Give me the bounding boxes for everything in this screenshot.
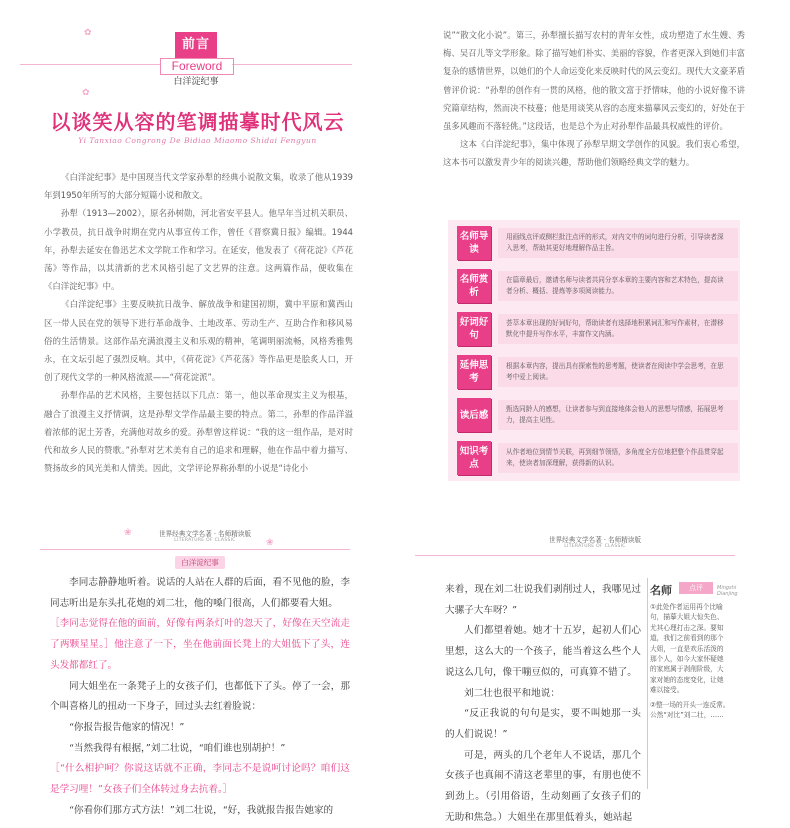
series-title: 世界经典文学名著 · 名师精读版 [158,530,251,538]
teacher-notes [650,602,730,724]
paragraph: “反正我说的句句是实，要不叫她那一头的人们说说！” [445,708,641,740]
feature-label: 知识考点 [457,441,491,475]
book-title-tab: 白洋淀纪事 [175,556,225,569]
teacher-note-signature: Mingshi Dianjing [717,585,738,597]
paragraph: 李同志静静地听着。说话的人站在人群的后面，看不见他的脸，李同志听出是东头扎花炮的刘二壮，他的嗓门很高，人们都要看大姐。 [50,577,350,609]
feature-label: 好词好句 [457,312,491,346]
page-title: 以谈笑从容的笔调描摹时代风云 [50,110,345,134]
annotated-text: ［“什么相护呵？你说这话就不正确，李同志不是说呵讨论吗？咱们这是学习哩！”女孩子们全体转过身去抗着。］ [50,763,350,796]
feature-text: 甄选同龄人的感想，让读者参与到直接地体会他人的思想与情感，拓展思考力，提高主见性。 [498,400,738,430]
feature-item [448,312,740,346]
feature-label: 读后感 [457,398,491,432]
foreword-label: Foreword [160,58,234,75]
paragraph: 孙犁（1913—2002），原名孙树勋，河北省安平县人。他早年当过机关职员、小学教员，抗日战争时期在党内从事宣传工作，曾任《晋察冀日报》编辑。1944年，孙犁去延安在鲁迅艺术文学院工作和学习。在延安，他发表了《荷花淀》《芦花荡》等作品，以其清新的艺术风格引起了文艺界的注意。这两篇作品，便收集在《白洋淀纪事》中。 [44,208,353,292]
feature-text: 从作者地位到情节关联，再到细节领悟，多角度全方位地把整个作品贯穿起来，使读者加深理解，获得新的认识。 [498,443,738,473]
story-body [50,573,350,821]
flower-icon: ✿ [82,88,90,98]
paragraph: 《白洋淀纪事》主要反映抗日战争、解放战争和建国初期，冀中平原和冀西山区一带人民在党的领导下进行革命战争、土地改革、劳动生产、互助合作和移风易俗的生活情景。这部作品充满浪漫主义和乐观的精神，笔调明丽流畅，风格秀雅隽永，在文坛引起了强烈反响。其中，《荷花淀》《芦花荡》等作品更是脍炙人口，开创了现代文学的一种风格流派——“荷花淀派”。 [44,299,353,383]
divider [40,549,350,550]
teacher-note: ①此处作者运用再个比喻句，描摹大姐大惊失色、尤其心理打击之深。要知道，我们之前看到的那个大姐，一直是欢乐活泼的那个人，如今大家怀疑她的家庭属于剥削阶级，大家对她的态度变化，让她难以接受。 [650,603,724,695]
paragraph: 同大姐坐在一条凳子上的女孩子们，也都低下了头。停了一会，那个叫喜格儿的扭动一下身子，回过头去红着脸说： [50,680,350,713]
paragraph: 人们都望着她。她才十五岁，起初人们心里想，这么大的一个孩子，能当着这么些个人说这么几句，像干嘣豆似的，可真算不错了。 [445,625,641,678]
foreword-badge: 前言 [175,32,217,58]
annotated-paragraph [50,614,350,676]
feature-item [448,441,740,475]
series-subtitle: LITERATURE OF CLASSIC [564,544,626,549]
foreword-subtitle: 白洋淀纪事 [173,77,219,87]
feature-item [448,398,740,432]
flower-icon: ❀ [266,538,274,548]
foreword-body-continued [443,26,745,172]
feature-label: 延伸思考 [457,355,491,389]
feature-label: 名师导读 [457,226,491,260]
series-subtitle: LITERATURE OF CLASSIC [174,538,236,543]
annotated-text: ［李同志觉得在他的面前，好像有两条灯叶的忽天了，好像在天空流走了两颗星星。］他注意了一下，坐在他前面长凳上的大姐低下了头，连头发都都红了。 [50,618,350,671]
teacher-note: ②整一场的开头一连反常。公然“对比”刘二壮，…… [650,700,730,720]
paragraph: “当然我得有根据，”刘二壮说，“咱们谁也别胡护！” [69,742,286,754]
feature-text: 用画线点评或侧栏批注点评的形式，对内文中的词句进行分析，引导读者深入思考，帮助其更好地理解作品主旨。 [498,228,738,258]
foreword-body [44,168,353,477]
paragraph: 可是，两头的几个老年人不说话，那几个女孩子也真闹不清这老辈里的事，有朋也使不到劲上。（引用俗语，生动刻画了女孩子们的无助和焦急。）大姐坐在那里低着头，她站起 [445,749,641,823]
paragraph: 孙犁作品的艺术风格，主要包括以下几点：第一，他以革命现实主义为根基，融合了浪漫主义抒情调，这是孙犁文学作品最主要的特点。第二，孙犁的作品洋溢着浓郁的泥土芳香，充满他对故乡的爱。孙犁曾这样说：“我的这一组作品，是对时代和故乡人民的赞歌。”孙犁对艺术美有自己的追求和理解，他在作品中着力描写、赞扬故乡的风光美和人情美。因此，文学评论界称孙犁的小说是“诗化小 [44,390,353,474]
paragraph: 来着，现在刘二壮说我们剥削过人，我哪见过大骡子大车呀？” [445,584,641,616]
feature-text: 根据本章内容，提出具有探索性的思考题，使读者在阅读中学会思考，在思考中爱上阅读。 [498,357,738,387]
paragraph: 这本《白洋淀纪事》，集中体现了孙犁早期文学创作的风貌。我们衷心希望，这本书可以激发青少年的阅读兴趣，帮助他们领略经典文学的魅力。 [443,139,745,168]
page-title-pinyin: Yi Tanxiao Congrong De Bidiao Miaomo Shidai Fengyun [78,136,317,145]
paragraph: “你报告报告他家的情况！” [69,721,185,733]
teacher-note-title: 名师 [650,584,672,597]
annotated-paragraph [50,759,350,800]
feature-text: 在篇章最后，邀请名师与读者共同分享本章的主要内容和艺术特色，提高读者分析、概括、提炼等多项阅读能力。 [498,271,738,301]
story-body [445,580,641,828]
paragraph: 刘二壮也很平和地说： [464,687,560,699]
page-story-right [395,520,790,823]
paragraph: “你看你们那方式方法！”刘二壮说，“好，我就报告报告她家的 [69,804,334,816]
teacher-note-badge: 点评 [679,582,713,594]
paragraph: 《白洋淀纪事》是中国现当代文学家孙犁的经典小说散文集，收录了他从1939年到1950年所写的大部分短篇小说和散文。 [44,172,353,201]
divider [20,64,160,65]
divider [232,64,352,65]
divider [415,555,735,556]
page-foreword [0,0,395,520]
series-title: 世界经典文学名著 · 名师精读版 [548,536,641,544]
flower-icon: ❀ [124,528,132,538]
teacher-note-header [650,582,740,596]
feature-item [448,269,740,303]
paragraph: 说”“散文化小说”。第三，孙犁擅长描写农村的青年女性，成功塑造了水生嫂、秀梅、吴召儿等文学形象。除了描写她们朴实、美丽的容貌，作者更深入到她们丰富复杂的感情世界，以她们的个人命运变化来反映时代的风云变幻。现代大文豪茅盾曾评价说：“孙犁的创作有一贯的风格，他的散文富于抒情味，他的小说好像不讲究篇章结构，然而决不枝蔓；他是用谈笑从容的态度来描摹风云变幻的，好处在于虽多风趣而不落轻佻。”这段话，也是总个为止对孙犁作品最具权威性的评价。 [443,30,745,132]
feature-item [448,226,740,260]
feature-item [448,355,740,389]
column-divider [647,578,648,789]
page-story-left [0,520,395,816]
feature-label: 名师赏析 [457,269,491,303]
feature-text: 荟萃本章出现的好词好句，帮助读者有选择地积累词汇和写作素材，在潜移默化中提升写作水平，丰富作文内涵。 [498,314,738,344]
flower-icon: ✿ [84,28,92,38]
